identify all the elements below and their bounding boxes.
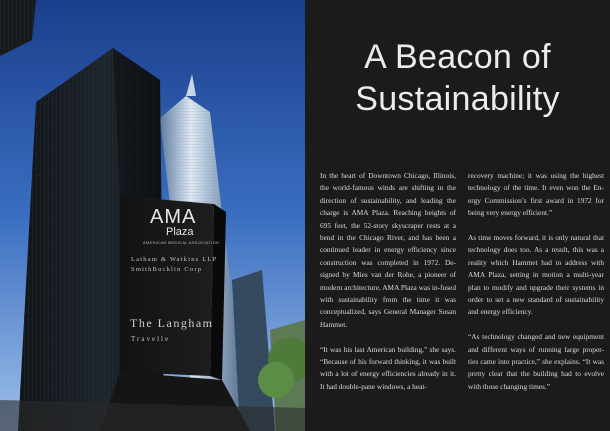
paragraph: “It was his last American building,” she says. “Because of his forward thinking, it was built with a lot of energy efficiencies already in it. It had double-pane windows, a heat- (320, 344, 456, 391)
title-line-1: A Beacon of (364, 38, 551, 76)
title-line-2: Sustainability (355, 80, 560, 118)
hotel-subline: Travelle (131, 335, 171, 343)
column-right (468, 170, 604, 393)
paragraph: recovery machine; it was using the highest technology of the time. It even won the En-ergy Commission’s first award in 1972 for being very energy efficient.” (468, 171, 604, 218)
paragraph: As time moves forward, it is only natural that technology does too. As a result, this was a reality which Hammet had to address with AMA Plaza, setting in motion a multi-year plan to modify and upgrade their systems in order to set a new standard of sustainability and energy efficiency. (468, 233, 604, 317)
ama-logo-text: AMA (150, 206, 197, 228)
tenant-line-1: Latham & Watkins LLP (131, 256, 218, 263)
paragraph: In the heart of Downtown Chicago, Illinois, the world-famous winds are shifting in the direction of sustainability, and leading the charge is AMA Plaza. Reaching heights of 695 feet, the 52-story skyscraper rests at a bend in the Chicago River, and has been a continued leader in energy efficiency since construction was completed in 1972. De-signed by Mies van der Rohe, a pioneer of modern architecture, AMA Plaza was in-fused with sustainability from the time it was conceptualized, says General Manager Susan Hammet. (320, 171, 456, 329)
monument-subtitle: AMERICAN MEDICAL ASSOCIATION (143, 240, 220, 245)
plaza-logo-text: Plaza (166, 226, 194, 238)
paragraph: “As technology changed and new equipment and different ways of running large proper-ties came into practice,” she explains. “It was pretty clear that the building had to evolve with those changing times.” (468, 332, 604, 391)
article-title (305, 36, 610, 120)
hotel-name: The Langham (130, 316, 214, 330)
article-page (305, 0, 610, 431)
article-body (320, 170, 604, 393)
tenant-line-2: SmithBucklin Corp (131, 266, 203, 273)
column-left (320, 170, 456, 393)
